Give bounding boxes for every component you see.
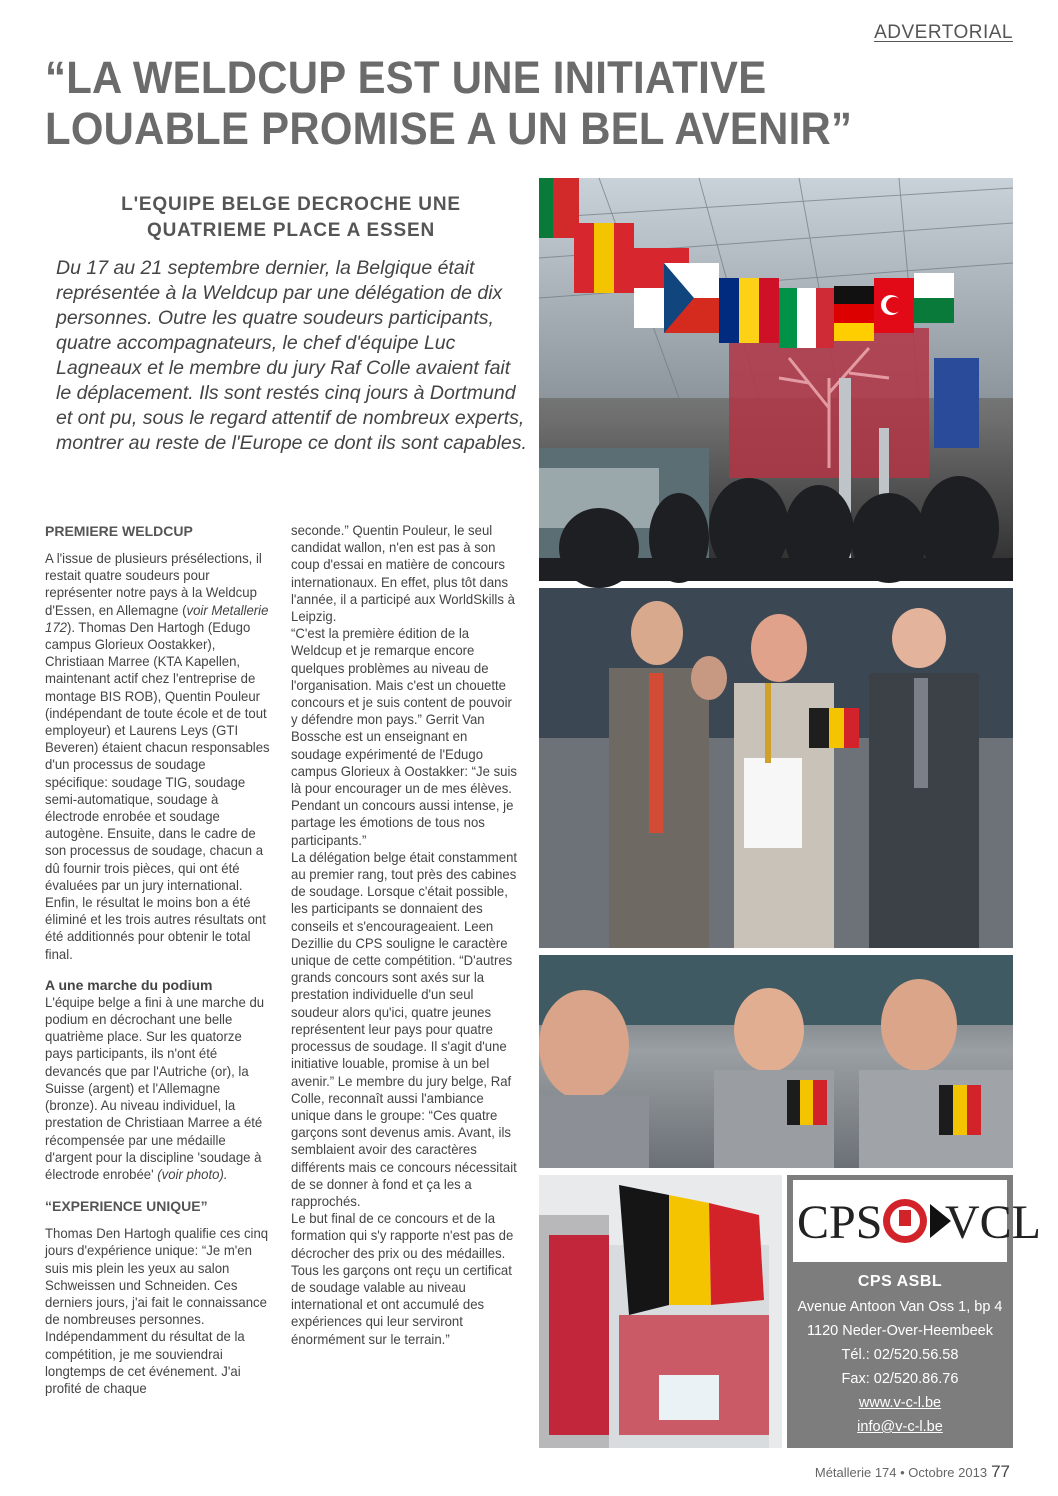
photo-belgian-flag-booth	[539, 1175, 782, 1448]
logo-cps-text: CPS	[797, 1196, 883, 1249]
ad-address-line-2: 1120 Neder-Over-Heembeek	[807, 1323, 993, 1339]
cps-vcl-logo	[793, 1180, 1041, 1262]
article-column-2	[291, 522, 521, 1348]
flag-booth-illustration	[539, 1175, 782, 1448]
ad-address-line-1: Avenue Antoon Van Oss 1, bp 4	[797, 1299, 1003, 1315]
ad-phone: Tél.: 02/520.56.58	[841, 1347, 959, 1363]
page-number: 77	[991, 1462, 1010, 1481]
paragraph: A l'issue de plusieurs présélections, il restait quatre soudeurs pour représenter notre pays à la Weldcup d'Essen, en Allemagne (voir Metallerie 172). Thomas Den Hartogh (Edugo campus Glorieux Oostakker), Christiaan Marree (KTA Kapellen, maintenant actif chez l'entreprise de montage BIS ROB), Quentin Pouleur (indépendant de toute école et de tout employeur) et Laurens Leys (GTI Beveren) étaient chacun responsables d'un processus de soudage spécifique: soudage TIG, soudage semi-automatique, soudage à électrode enrobée et soudage autogène. Ensuite, dans le cadre de son processus de soudage, chacun a dû fournir trois pièces, qui ont été évaluées par un jury international. Enfin, le résultat le moins bon a été éliminé et les trois autres résultats ont été additionnés pour obtenir le total final.	[45, 550, 270, 962]
footer-publication: Métallerie 174 • Octobre 2013	[814, 1465, 988, 1480]
cps-vcl-advertisement	[787, 1175, 1041, 1448]
subheading-podium: A une marche du podium	[45, 976, 213, 993]
logo-vcl-text: VCL	[945, 1196, 1041, 1249]
section-heading-experience-unique: “EXPERIENCE UNIQUE”	[45, 1198, 208, 1215]
exhibition-hall-illustration	[539, 178, 1013, 581]
paragraph: “C'est la première édition de la Weldcup et je remarque encore quelques problèmes au niveau de l'organisation. Mais c'est un chouette concours et je suis content de pouvoir y défendre mon pays.” Gerrit Van Bossche est un enseignant en soudage expérimenté de l'Edugo campus Glorieux à Oostakker: “Je suis là pour encourager un de mes élèves. Pendant un concours aussi intense, je partage les émotions de tous nos participants.”	[291, 625, 517, 848]
paragraph: La délégation belge était constamment au premier rang, tout près des cabines de soudage. Lorsque c'était possible, les participants se donnaient des conseils et s'encourageaient. Leen Dezillie du CPS souligne le caractère unique de cette compétition. “D'autres grands concours sont axés sur la prestation individuelle d'un seul soudeur alors qu'ici, quatre jeunes représentent leur pays pour quatre processus de soudage. Il s'agit d'une initiative louable, promise à un bel avenir.” Le membre du jury belge, Raf Colle, reconnaît aussi l'ambiance unique dans le groupe: “Ces quatre garçons sont devenus amis. Avant, ils semblaient avoir des caractères différents mais ce concours nécessitait de se donner à fond et ça les a rapprochés.	[291, 848, 518, 1209]
photo-belgian-welders	[539, 955, 1013, 1168]
paragraph: Le but final de ce concours et de la formation qui s'y rapporte n'est pas de décrocher des prix ou des médailles. Tous les garçons ont reçu un certificat de soudage valable au niveau international et ont accumulé des expériences qui leur serviront énormément sur le terrain.”	[291, 1210, 514, 1347]
subheadline-line-1: L'EQUIPE BELGE DECROCHE UNE	[121, 194, 461, 215]
ad-fax: Fax: 02/520.86.76	[841, 1371, 959, 1387]
ad-company-name: CPS ASBL	[857, 1273, 943, 1290]
section-tag: ADVERTORIAL	[874, 22, 1013, 43]
logo-graphic	[793, 1180, 1041, 1262]
page-footer	[815, 1462, 1010, 1482]
ad-email-link[interactable]: info@v-c-l.be	[857, 1419, 943, 1435]
article-column-1	[45, 522, 271, 1397]
title-line-2: LOUABLE PROMISE A UN BEL AVENIR”	[45, 103, 853, 154]
welders-illustration	[539, 955, 1013, 1168]
section-heading-premiere-weldcup: PREMIERE WELDCUP	[45, 523, 193, 539]
award-ceremony-illustration	[539, 588, 1013, 948]
paragraph: L'équipe belge a fini à une marche du podium en décrochant une belle quatrième place. Sur les quatorze pays participants, ils n'ont été devancés que par l'Autriche (or), la Suisse (argent) et l'Allemagne (bronze). Au niveau individuel, la prestation de Christiaan Marree a été récompensée par une médaille d'argent pour la discipline 'soudage à électrode enrobée' (voir photo).	[45, 993, 265, 1182]
title-line-1: “LA WELDCUP EST UNE INITIATIVE	[45, 52, 767, 103]
paragraph: seconde.” Quentin Pouleur, le seul candidat wallon, n'en est pas à son coup d'essai en matière de concours internationaux. En effet, plus tôt dans l'année, il a participé aux WorldSkills à Leipzig.	[291, 522, 515, 625]
photo-exhibition-hall	[539, 178, 1013, 581]
ad-website-link[interactable]: www.v-c-l.be	[858, 1395, 942, 1411]
paragraph: Thomas Den Hartogh qualifie ces cinq jours d'expérience unique: “Je m'en suis mis plein les yeux au salon Schweissen und Schneiden. Ces derniers jours, j'ai fait le connaissance de nombreuses personnes. Indépendamment du résultat de la compétition, je me souviendrai longtemps de cet événement. J'ai profité de chaque	[45, 1225, 269, 1396]
intro-paragraph: Du 17 au 21 septembre dernier, la Belgique était représentée à la Weldcup par une délégation de dix personnes. Outre les quatre soudeurs participants, quatre accompagnateurs, le chef d'équipe Luc Lagneaux et le membre du jury Raf Colle avaient fait le déplacement. Ils sont restés cinq jours à Dortmund et ont pu, sous le regard attentif de nombreux experts, montrer au reste de l'Europe ce dont ils sont capables.	[56, 257, 527, 454]
page-title	[45, 52, 966, 154]
photo-award-ceremony	[539, 588, 1013, 948]
subheadline-line-2: QUATRIEME PLACE A ESSEN	[147, 220, 435, 241]
subheadline	[56, 192, 526, 244]
